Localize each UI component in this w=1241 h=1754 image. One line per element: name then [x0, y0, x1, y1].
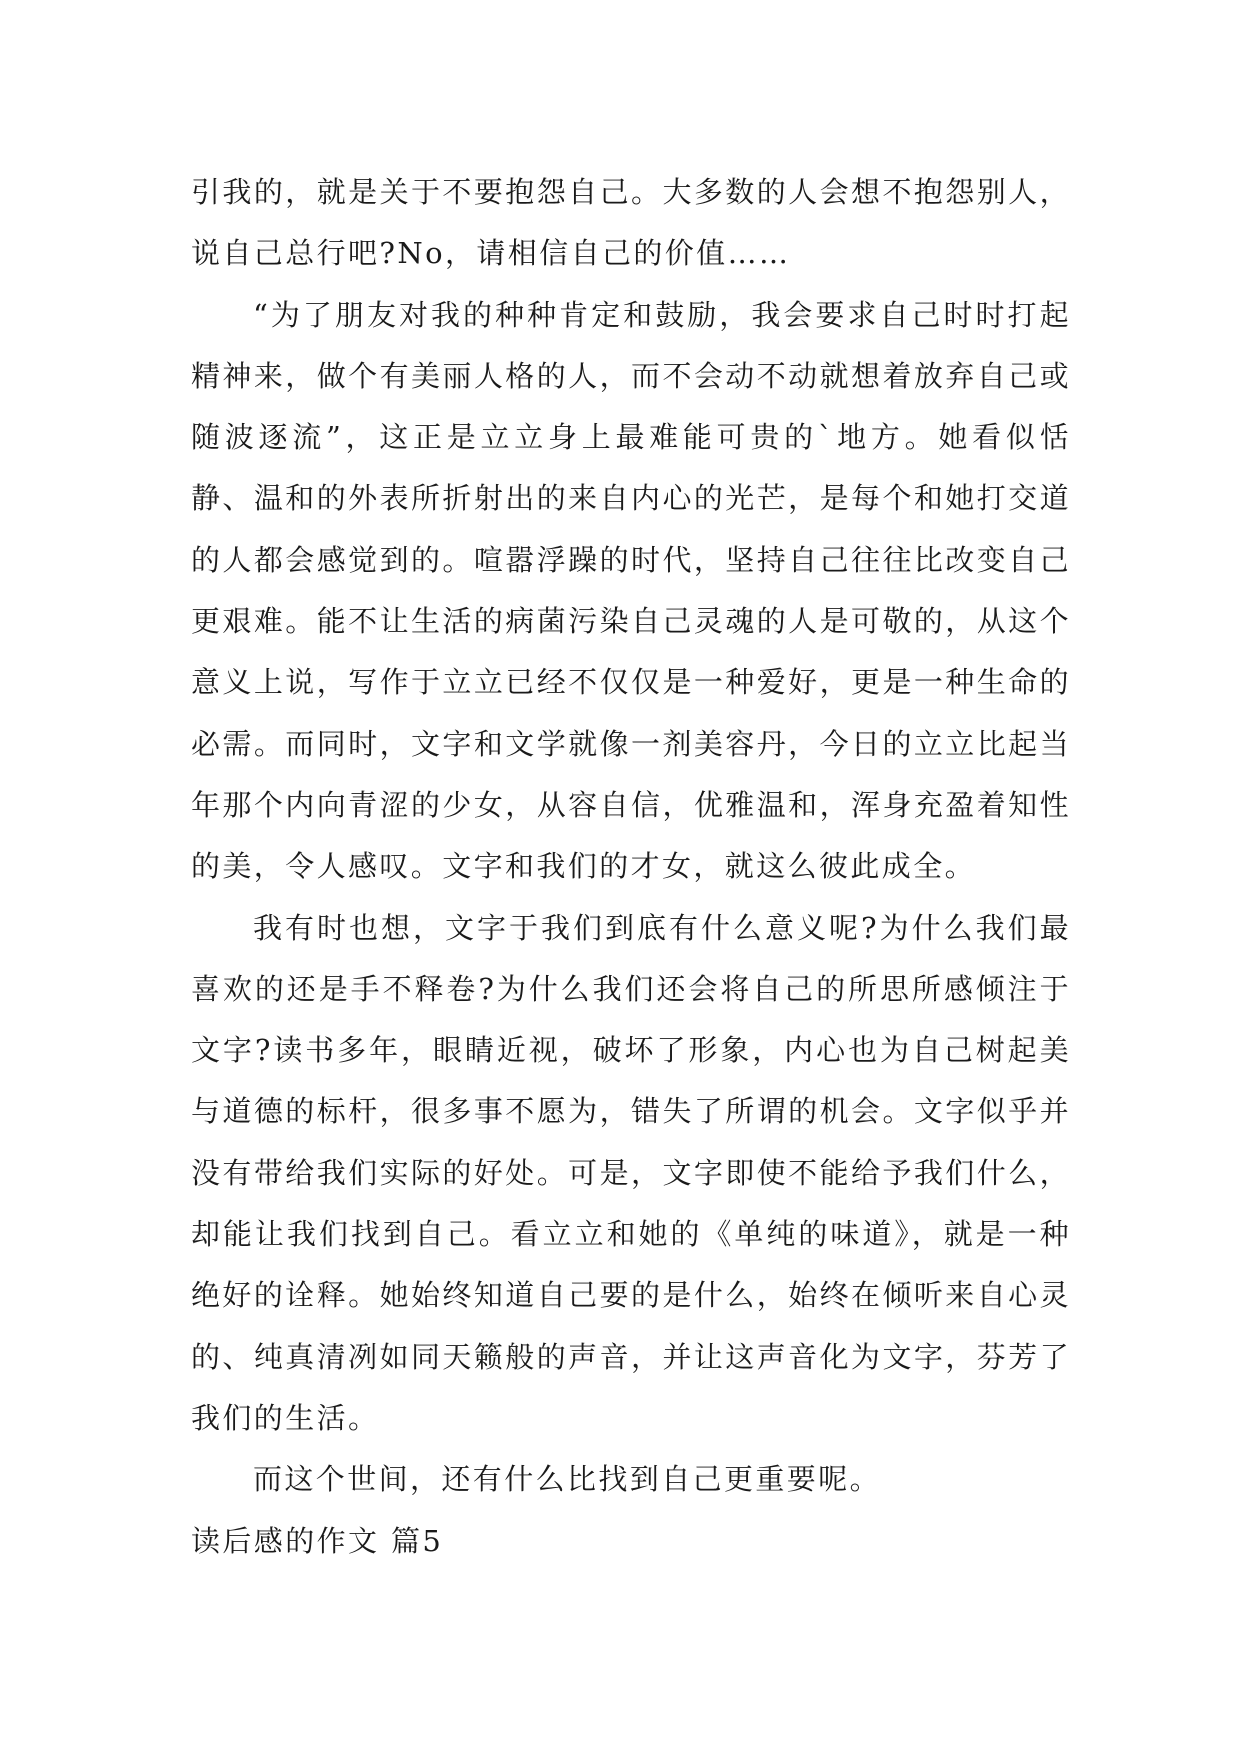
document-body — [191, 162, 1071, 1572]
paragraph-4: 而这个世间，还有什么比找到自己更重要呢。 — [253, 1462, 882, 1497]
section-heading: 读后感的作文 篇5 — [191, 1523, 444, 1558]
paragraph-3: 我有时也想，文字于我们到底有什么意义呢?为什么我们最喜欢的还是手不释卷?为什么我们还会将自己的所思所感倾注于文字?读书多年，眼睛近视，破坏了形象，内心也为自己树起美与道德的标杆，很多事不愿为，错失了所谓的机会。文字似乎并没有带给我们实际的好处。可是，文字即使不能给予我们什么，却能让我们找到自己。看立立和她的《单纯的味道》，就是一种绝好的诠释。她始终知道自己要的是什么，始终在倾听来自心灵的、纯真清冽如同天籁般的声音，并让这声音化为文字，芬芳了我们的生活。 — [191, 910, 1071, 1435]
paragraph-2: “为了朋友对我的种种肯定和鼓励，我会要求自己时时打起精神来，做个有美丽人格的人，而不会动不动就想着放弃自己或随波逐流”，这正是立立身上最难能可贵的`地方。她看似恬静、温和的外表所折射出的来自内心的光芒，是每个和她打交道的人都会感觉到的。喧嚣浮躁的时代，坚持自己往往比改变自己更艰难。能不让生活的病菌污染自己灵魂的人是可敬的，从这个意义上说，写作于立立已经不仅仅是一种爱好，更是一种生命的必需。而同时，文字和文学就像一剂美容丹，今日的立立比起当年那个内向青涩的少女，从容自信，优雅温和，浑身充盈着知性的美，令人感叹。文字和我们的才女，就这么彼此成全。 — [191, 297, 1071, 884]
paragraph-1: 引我的，就是关于不要抱怨自己。大多数的人会想不抱怨别人，说自己总行吧?No，请相信自己的价值…… — [191, 175, 1071, 271]
